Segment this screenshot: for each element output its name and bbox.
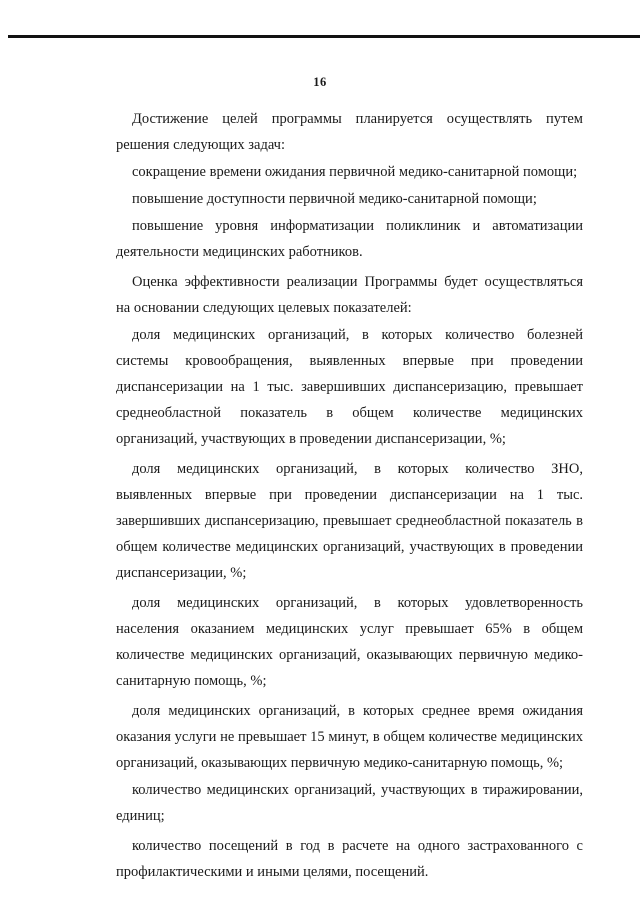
intro-paragraph: Достижение целей программы планируется осуществлять путем решения следующих задач: (116, 111, 583, 153)
indicator-item: доля медицинских организаций, в которых удовлетворенность населения оказанием медицинских услуг превышает 65% в общем количестве медицинских организаций, оказывающих первичную медико-санитарную помощь, %; (116, 595, 583, 689)
task-item: повышение доступности первичной медико-санитарной помощи; (132, 191, 537, 207)
document-body (116, 106, 583, 885)
indicators-intro-paragraph: Оценка эффективности реализации Программы будет осуществляться на основании следующих целевых показателей: (116, 274, 583, 316)
header-rule (8, 35, 640, 38)
indicator-item: доля медицинских организаций, в которых количество болезней системы кровообращения, выявленных впервые при проведении диспансеризации на 1 тыс. завершивших диспансеризацию, превышает среднеобластной показатель в общем количестве медицинских организаций, участвующих в проведении диспансеризации, %; (116, 327, 583, 447)
indicator-item: количество посещений в год в расчете на одного застрахованного с профилактическими и иными целями, посещений. (116, 838, 583, 880)
task-item: сокращение времени ожидания первичной медико-санитарной помощи; (132, 164, 578, 180)
indicator-item: доля медицинских организаций, в которых количество ЗНО, выявленных впервые при проведении диспансеризации на 1 тыс. завершивших диспансеризацию, превышает среднеобластной показатель в общем количестве медицинских организаций, участвующих в проведении диспансеризации, %; (116, 461, 583, 581)
task-item: повышение уровня информатизации поликлиник и автоматизации деятельности медицинских работников. (116, 218, 583, 260)
indicator-item: количество медицинских организаций, участвующих в тиражировании, единиц; (116, 782, 583, 824)
indicator-item: доля медицинских организаций, в которых среднее время ожидания оказания услуги не превышает 15 минут, в общем количестве медицинских организаций, оказывающих первичную медико-санитарную помощь, %; (116, 703, 583, 771)
page-number: 16 (313, 75, 327, 89)
